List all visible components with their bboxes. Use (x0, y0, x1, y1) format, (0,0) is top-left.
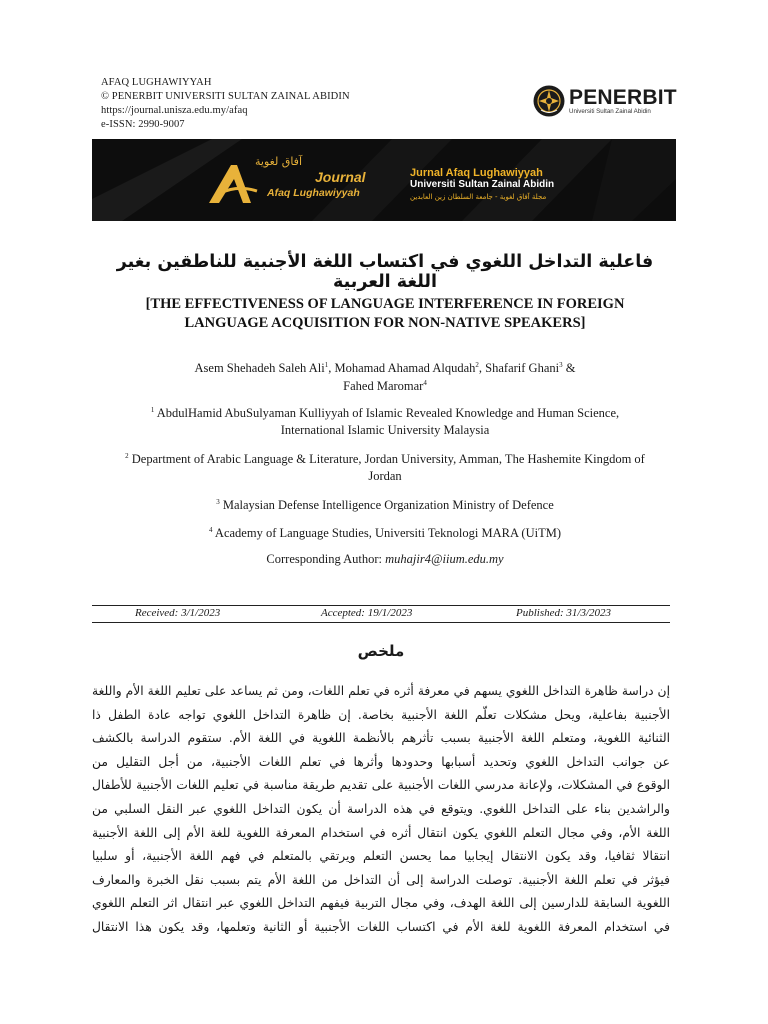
banner-logo-arabic: آفاق لغوية (255, 155, 302, 168)
afaq-logo-icon (207, 163, 267, 207)
abstract-line: الوقوع في المشكلات، ولإعانة مدرسي اللغات الأجنبية على تقديم طريقة مناسبة في تعليم اللغات الأجنبية للأطفال (92, 778, 670, 793)
bottom-divider (92, 622, 670, 623)
corresponding-author (120, 552, 650, 567)
affiliation-text: Department of Arabic Language & Literature, Jordan University, Amman, The Hashemite Kingdom of Jordan (131, 452, 645, 483)
journal-info (101, 76, 350, 132)
abstract-line: والراشدين بناء على التداخل اللغوي. ويتوقع في هذه الدراسة أن يكون التداخل اللغوي عبر النقل السلبي من (92, 801, 670, 816)
author-2-mark: 2 (475, 360, 479, 369)
abstract-line: اللغوية السابقة للدارسين إلى اللغة الهدف، وفي مجال التربية فيفهم التداخل اللغوي عبر انتقال اثر التعلم اللغوي (92, 896, 670, 911)
corresponding-label: Corresponding Author: (266, 552, 386, 566)
journal-name: AFAQ LUGHAWIYYAH (101, 77, 212, 88)
abstract-line: اللغة الأم، وفي مجال التعلم اللغوي يكون انتقال أثره في استخدام المعرفة اللغوية للغة الأم إلى اللغة الأجنبية (92, 825, 670, 840)
abstract-body (92, 680, 670, 940)
affiliation-1 (120, 405, 650, 439)
affiliation-mark: 1 (150, 405, 155, 414)
banner-text (410, 167, 554, 203)
publication-dates (92, 607, 670, 621)
abstract-heading: ملخص (357, 642, 405, 660)
affiliation-mark: 4 (208, 525, 213, 534)
journal-url[interactable]: https://journal.unisza.edu.my/afaq (101, 105, 248, 116)
penerbit-emblem-icon (532, 84, 566, 118)
abstract-line: إن دراسة ظاهرة التداخل اللغوي يسهم في معرفة أثره في تعلم اللغات، ومن ثم يساعد على تعليم اللغة الأم واللغة (92, 684, 670, 698)
author-1-mark: 1 (324, 360, 329, 369)
author-separator: , (328, 361, 335, 375)
publisher-logo (532, 80, 677, 122)
author-1: Asem Shehadeh Saleh Ali (194, 361, 325, 375)
affiliation-4 (120, 525, 650, 542)
english-title: [THE EFFECTIVENESS OF LANGUAGE INTERFERENCE IN FOREIGN LANGUAGE ACQUISITION FOR NON-NATIVE SPEAKERS] (145, 296, 625, 331)
author-list (120, 359, 650, 395)
arabic-title: فاعلية التداخل اللغوي في اكتساب اللغة الأجنبية للناطقين بغير اللغة العربية (116, 252, 654, 292)
author-3-mark: 3 (559, 360, 563, 369)
abstract-line: في استخدام المعرفة اللغوية للغة الأم في اكتساب اللغات الأجنبية أو الثانية وتعلمها، وقد يكون هذا الانتقال (92, 919, 670, 934)
abstract-line: عن جوانب التداخل اللغوي وتحديد أسبابها وحدودها وأثرها في تعلم اللغات الأجنبية، من أجل التقليل من (92, 754, 670, 769)
affiliation-mark: 2 (125, 451, 129, 460)
abstract-line: فيؤثر في تعلم اللغة الأجنبية. توصلت الدراسة إلى أن التداخل من اللغة الأم يتم بسبب نقل الخبرة والمعارف (92, 872, 670, 887)
banner-university: Universiti Sultan Zainal Abidin (410, 179, 555, 190)
journal-publisher: © PENERBIT UNIVERSITI SULTAN ZAINAL ABIDIN (101, 91, 350, 102)
abstract-line: انتقالا ثقافيا، وقد يكون الانتقال إيجابيا مما يحسن التعلم ويرتقي بالمتعلم في فهم اللغة الأجنبية، أو سلبيا (92, 849, 670, 864)
published-date: Published: 31/3/2023 (516, 607, 612, 619)
affiliation-3 (120, 497, 650, 514)
affiliation-text: Malaysian Defense Intelligence Organization Ministry of Defence (222, 498, 554, 512)
publisher-subtitle: Universiti Sultan Zainal Abidin (569, 107, 651, 115)
journal-eissn: e-ISSN: 2990-9007 (101, 119, 185, 130)
publisher-name: PENERBIT (569, 85, 677, 109)
banner-logo-name: Afaq Lughawiyyah (267, 187, 360, 199)
banner-journal-logo (207, 155, 387, 207)
journal-banner (92, 139, 676, 221)
banner-arabic-line: مجلة آفاق لغوية - جامعة السلطان زين العابدين (410, 193, 547, 201)
author-4-mark: 4 (423, 378, 427, 387)
corresponding-email[interactable]: muhajir4@iium.edu.my (385, 552, 504, 566)
author-2: Mohamad Ahamad Alqudah (334, 361, 476, 375)
affiliation-text: Academy of Language Studies, Universiti Teknologi MARA (UiTM) (214, 526, 561, 540)
affiliation-text: AbdulHamid AbuSulyaman Kulliyyah of Islamic Revealed Knowledge and Human Science, International Islamic University Malaysia (156, 406, 620, 437)
banner-title: Jurnal Afaq Lughawiyyah (410, 167, 543, 179)
abstract-line: الأجنبية بفاعلية، ويحل مشكلات تعلّم اللغة الأجنبية بخاصة. إن ظاهرة التداخل اللغوي تواجه عادة الطفل ذا (92, 707, 670, 722)
top-divider (92, 605, 670, 606)
affiliation-mark: 3 (216, 497, 220, 506)
banner-logo-journal: Journal (315, 169, 366, 185)
affiliation-2 (120, 451, 650, 485)
author-3: Shafarif Ghani (485, 361, 560, 375)
accepted-date: Accepted: 19/1/2023 (321, 607, 413, 619)
author-4: Fahed Maromar (343, 379, 424, 393)
author-separator: , (478, 361, 486, 375)
received-date: Received: 3/1/2023 (135, 607, 221, 619)
author-separator: & (562, 361, 576, 375)
abstract-line: الثنائية اللغوية، ومتعلم اللغة الأجنبية بسبب تأثرهم بالأنظمة اللغوية في اللغة الأم. ستقوم الدراسة بالكشف (92, 731, 670, 746)
